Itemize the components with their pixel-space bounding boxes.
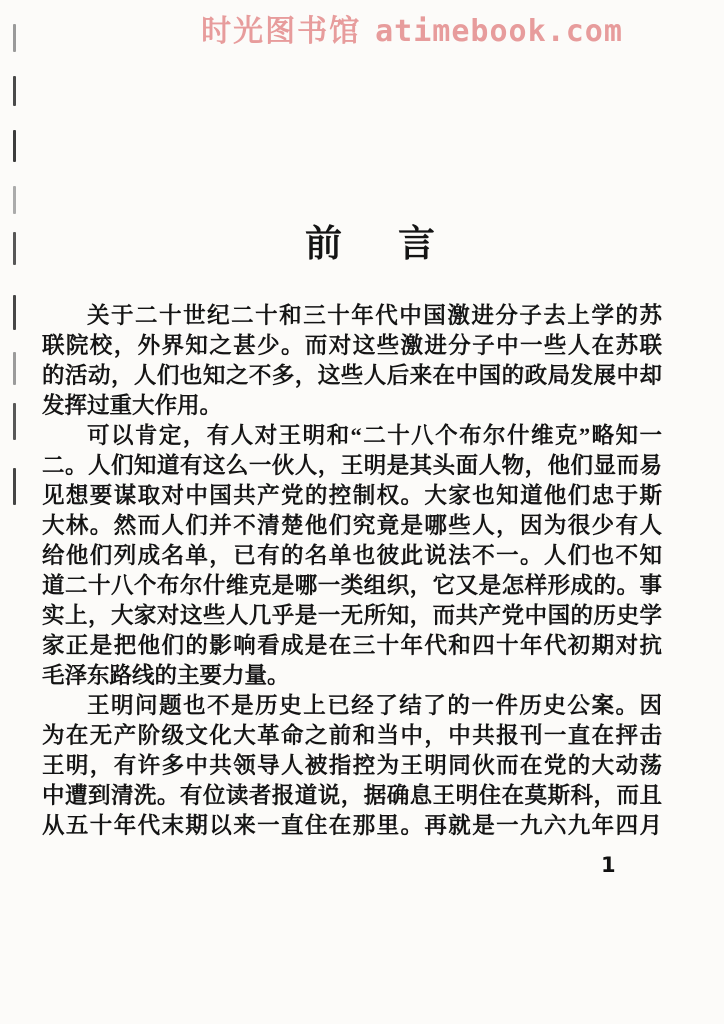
watermark bbox=[0, 6, 724, 50]
page-title bbox=[0, 213, 724, 267]
text-line: 的活动，人们也知之不多，这些人后来在中国的政局发展中却 bbox=[42, 363, 662, 388]
text-line: 可以肯定，有人对王明和“二十八个布尔什维克”略知一 bbox=[87, 423, 662, 448]
binding-mark bbox=[13, 403, 16, 440]
text-line: 二。人们知道有这么一伙人，王明是其头面人物，他们显而易 bbox=[42, 453, 662, 478]
body-text bbox=[42, 301, 662, 841]
text-line: 联院校，外界知之甚少。而对这些激进分子中一些人在苏联 bbox=[42, 333, 662, 358]
binding-mark bbox=[13, 130, 16, 162]
text-line: 为在无产阶级文化大革命之前和当中，中共报刊一直在抨击 bbox=[42, 723, 662, 748]
binding-mark bbox=[13, 295, 16, 330]
text-line: 毛泽东路线的主要力量。 bbox=[42, 663, 290, 688]
binding-mark bbox=[13, 352, 16, 385]
binding-mark bbox=[13, 24, 16, 52]
text-line: 大林。然而人们并不清楚他们究竟是哪些人，因为很少有人 bbox=[42, 513, 662, 538]
watermark-site-url: atimebook.com bbox=[375, 14, 623, 49]
text-line: 发挥过重大作用。 bbox=[42, 393, 223, 418]
text-line: 见想要谋取对中国共产党的控制权。大家也知道他们忠于斯 bbox=[42, 483, 662, 508]
text-line: 家正是把他们的影响看成是在三十年代和四十年代初期对抗 bbox=[42, 633, 662, 658]
text-line: 关于二十世纪二十和三十年代中国激进分子去上学的苏 bbox=[87, 303, 662, 328]
binding-mark bbox=[13, 186, 16, 214]
text-line: 王明问题也不是历史上已经了结了的一件历史公案。因 bbox=[87, 693, 662, 718]
text-line: 从五十年代末期以来一直住在那里。再就是一九六九年四月 bbox=[42, 813, 662, 838]
text-line: 给他们列成名单，已有的名单也彼此说法不一。人们也不知 bbox=[42, 543, 662, 568]
title-char-2: 言 bbox=[398, 224, 435, 265]
watermark-site-name: 时光图书馆 bbox=[201, 15, 362, 48]
binding-mark bbox=[13, 76, 16, 106]
text-line: 王明，有许多中共领导人被指控为王明同伙而在党的大动荡 bbox=[42, 753, 662, 778]
text-line: 实上，大家对这些人几乎是一无所知，而共产党中国的历史学 bbox=[42, 603, 662, 628]
text-line: 中遭到清洗。有位读者报道说，据确息王明住在莫斯科，而且 bbox=[42, 783, 662, 808]
binding-mark bbox=[13, 468, 16, 505]
text-line: 道二十八个布尔什维克是哪一类组织，它又是怎样形成的。事 bbox=[42, 573, 662, 598]
title-char-1: 前 bbox=[305, 224, 342, 265]
page-number: 1 bbox=[601, 853, 616, 877]
